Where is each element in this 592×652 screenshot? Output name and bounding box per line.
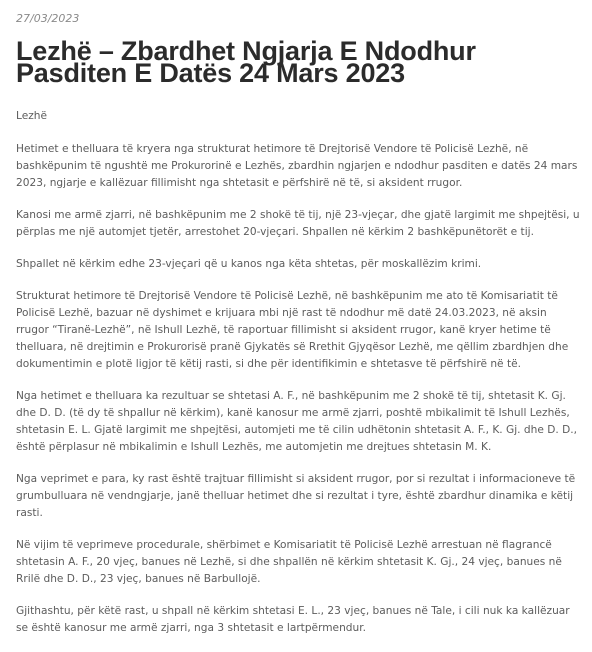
paragraph: Nga hetimet e thelluara ka rezultuar se shtetasi A. F., në bashkëpunim me 2 shokë të tij, shtetasit K. Gj. dhe D. D. (të dy të shpallur në kërkim), kanë kanosur me armë zjarri, poshtë mbikalimit të Ishull Lezhës, shtetasin E. L. Gjatë largimit me shpejtësi, automjeti me të cilin udhëtonin shtetasit A. F., K. Gj. dhe D. D., është përplasur në mbikalimin e Ishull Lezhës, me automjetin me drejtues shtetasin M. K. — [16, 390, 578, 453]
paragraph: Kanosi me armë zjarri, në bashkëpunim me 2 shokë të tij, një 23-vjeçar, dhe gjatë largimit me shpejtësi, u përplas me një automjet tjetër, arrestohet 20-vjeçari. Shpallen në kërkim 2 bashkëpunëtorët e tij. — [16, 209, 580, 238]
paragraph: Strukturat hetimore të Drejtorisë Vendore të Policisë Lezhë, në bashkëpunim me ato të Komisariatit të Policisë Lezhë, bazuar në dyshimet e krijuara mbi një rast të ndodhur më datë 24.03.2023, në aksin rrugor “Tiranë-Lezhë”, në Ishull Lezhë, të raportuar fillimisht si aksident rrugor, kanë kryer hetime të thelluara, në drejtimin e Prokurorisë pranë Gjykatës së Rrethit Gjyqësor Lezhë, me qëllim zbardhjen dhe dokumentimin e plotë ligjor të këtij rasti, si dhe për identifikimin e shtetasve të përfshirë në të. — [16, 290, 569, 370]
post-date: 27/03/2023 — [16, 12, 80, 25]
paragraph: Gjithashtu, për këtë rast, u shpall në kërkim shtetasi E. L., 23 vjeç, banues në Tale, i cili nuk ka kallëzuar se është kanosur me armë zjarri, nga 3 shtetasit e lartpërmendur. — [16, 605, 570, 634]
article-body — [16, 108, 582, 637]
article — [16, 0, 582, 652]
article-title: Lezhë – Zbardhet Ngjarja E Ndodhur Pasditen E Datës 24 Mars 2023 — [16, 36, 476, 88]
paragraph: Në vijim të veprimeve procedurale, shërbimet e Komisariatit të Policisë Lezhë arrestuan në flagrancë shtetasin A. F., 20 vjeç, banues në Lezhë, si dhe shpallën në kërkim shtetasit K. Gj., 24 vjeç, banues në Rrilë dhe D. D., 23 vjeç, banues në Barbullojë. — [16, 539, 562, 585]
paragraph: Shpallet në kërkim edhe 23-vjeçari që u kanos nga këta shtetas, për moskallëzim krimi. — [16, 258, 482, 270]
paragraph: Hetimet e thelluara të kryera nga strukturat hetimore të Drejtorisë Vendore të Policisë Lezhë, në bashkëpunim të ngushtë me Prokurorinë e Lezhës, zbardhin ngjarjen e ndodhur pasditen e datës 24 mars 2023, ngjarje e kallëzuar fillimisht nga shtetasit e përfshirë në të, si aksident rrugor. — [16, 143, 578, 189]
dateline-place: Lezhë — [16, 110, 48, 122]
paragraph: Nga veprimet e para, ky rast është trajtuar fillimisht si aksident rrugor, por si rezultat i informacioneve të grumbulluara në vendngjarje, janë thelluar hetimet dhe si rezultat i tyre, është zbardhur dinamika e këtij rasti. — [16, 473, 576, 519]
